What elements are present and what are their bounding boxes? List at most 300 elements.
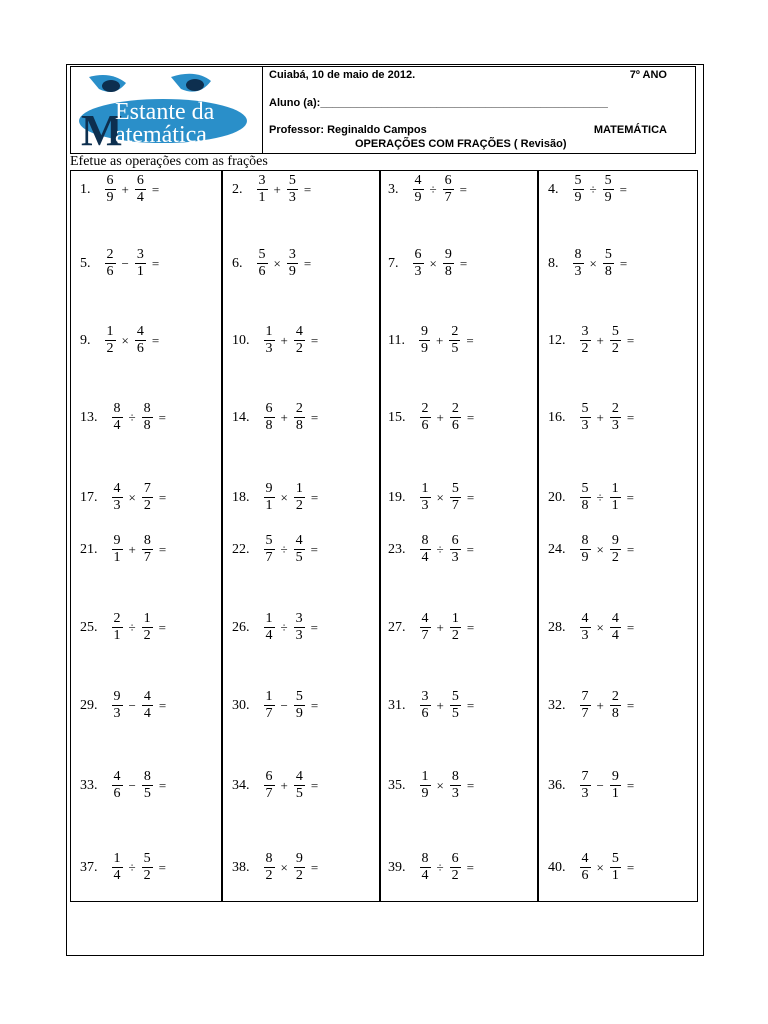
denominator: 7 [143, 550, 151, 565]
denominator: 8 [611, 706, 619, 721]
problem-number: 35. [388, 777, 406, 793]
numerator: 9 [420, 324, 428, 339]
second-fraction [294, 402, 305, 433]
denominator: 9 [106, 190, 114, 205]
denominator: 2 [295, 341, 303, 356]
first-fraction [573, 248, 584, 279]
denominator: 3 [113, 498, 121, 513]
denominator: 1 [611, 868, 619, 883]
date: Cuiabá, 10 de maio de 2012. [269, 69, 416, 81]
equals-sign: = [310, 489, 319, 505]
operator: + [435, 332, 444, 348]
denominator: 1 [265, 498, 273, 513]
numerator: 4 [295, 533, 303, 548]
first-fraction [580, 482, 591, 513]
problem-number: 15. [388, 409, 406, 425]
first-fraction [112, 402, 123, 433]
problem-16 [548, 402, 634, 433]
first-fraction [413, 248, 424, 279]
denominator: 3 [113, 706, 121, 721]
second-fraction [610, 612, 621, 643]
problem-number: 39. [388, 859, 406, 875]
second-fraction [135, 248, 146, 279]
problem-number: 16. [548, 409, 566, 425]
second-fraction [450, 534, 461, 565]
numerator: 2 [611, 689, 619, 704]
denominator: 7 [421, 628, 429, 643]
operator: ÷ [280, 619, 288, 635]
operator: × [596, 619, 604, 635]
equals-sign: = [466, 541, 474, 557]
first-fraction [420, 852, 431, 883]
second-fraction [450, 482, 461, 513]
denominator: 6 [421, 706, 429, 721]
operator: ÷ [280, 541, 288, 557]
problem-number: 13. [80, 409, 98, 425]
denominator: 9 [420, 341, 428, 356]
numerator: 6 [265, 769, 273, 784]
denominator: 9 [581, 550, 589, 565]
operator: ÷ [436, 859, 444, 875]
first-fraction [580, 690, 591, 721]
header-info [269, 67, 695, 153]
problem-number: 33. [80, 777, 98, 793]
denominator: 2 [143, 628, 151, 643]
numerator: 3 [136, 247, 144, 262]
numerator: 1 [451, 611, 459, 626]
equals-sign: = [626, 697, 635, 713]
problem-number: 20. [548, 489, 566, 505]
problem-14 [232, 402, 318, 433]
numerator: 5 [574, 173, 582, 188]
worksheet-title: OPERAÇÕES COM FRAÇÕES ( Revisão) [355, 138, 567, 150]
svg-text:Estante da: Estante da [115, 99, 215, 125]
instructions: Efetue as operações com as frações [70, 154, 268, 169]
problem-number: 4. [548, 181, 559, 197]
denominator: 3 [581, 786, 589, 801]
numerator: 3 [581, 324, 589, 339]
problem-number: 34. [232, 777, 250, 793]
operator: × [128, 489, 136, 505]
problem-3 [388, 174, 467, 205]
numerator: 2 [451, 401, 459, 416]
equals-sign: = [310, 777, 319, 793]
operator: + [273, 181, 281, 197]
numerator: 1 [265, 689, 273, 704]
problem-1 [80, 174, 159, 205]
problem-number: 12. [548, 332, 566, 348]
numerator: 5 [265, 533, 273, 548]
problem-2 [232, 174, 311, 205]
second-fraction [142, 690, 153, 721]
equals-sign: = [466, 332, 474, 348]
second-fraction [294, 482, 305, 513]
numerator: 5 [611, 851, 619, 866]
denominator: 2 [295, 868, 303, 883]
denominator: 3 [611, 418, 619, 433]
operator: × [589, 255, 597, 271]
first-fraction [264, 690, 275, 721]
numerator: 6 [451, 851, 459, 866]
first-fraction [420, 770, 431, 801]
numerator: 4 [611, 611, 619, 626]
equals-sign: = [310, 697, 319, 713]
first-fraction [264, 402, 275, 433]
equals-sign: = [151, 332, 160, 348]
problem-8 [548, 248, 627, 279]
equals-sign: = [626, 409, 635, 425]
operator: + [596, 332, 604, 348]
numerator: 6 [444, 173, 452, 188]
operator: − [121, 255, 129, 271]
problem-4 [548, 174, 627, 205]
numerator: 4 [295, 769, 303, 784]
denominator: 2 [143, 868, 151, 883]
denominator: 4 [421, 868, 429, 883]
problem-10 [232, 325, 318, 356]
numerator: 7 [581, 689, 589, 704]
worksheet-header [70, 66, 696, 154]
numerator: 2 [113, 611, 121, 626]
numerator: 2 [421, 401, 429, 416]
second-fraction [610, 852, 621, 883]
numerator: 4 [113, 769, 121, 784]
numerator: 8 [113, 401, 121, 416]
problem-34 [232, 770, 318, 801]
first-fraction [264, 770, 275, 801]
numerator: 9 [611, 533, 619, 548]
denominator: 7 [451, 498, 459, 513]
numerator: 3 [295, 611, 303, 626]
numerator: 5 [451, 689, 459, 704]
denominator: 2 [295, 498, 303, 513]
numerator: 3 [421, 689, 429, 704]
numerator: 5 [295, 689, 303, 704]
numerator: 2 [611, 401, 619, 416]
numerator: 6 [414, 247, 422, 262]
numerator: 4 [414, 173, 422, 188]
numerator: 6 [451, 533, 459, 548]
equals-sign: = [459, 181, 467, 197]
equals-sign: = [466, 619, 475, 635]
problem-12 [548, 325, 634, 356]
denominator: 8 [444, 264, 452, 279]
denominator: 4 [136, 190, 144, 205]
problem-23 [388, 534, 474, 565]
operator: + [128, 541, 136, 557]
logo-graphic [71, 67, 261, 153]
operator: ÷ [596, 489, 604, 505]
problem-number: 7. [388, 255, 399, 271]
numerator: 1 [421, 481, 429, 496]
second-fraction [450, 852, 461, 883]
equals-sign: = [310, 332, 319, 348]
equals-sign: = [619, 255, 628, 271]
second-fraction [603, 248, 614, 279]
equals-sign: = [626, 859, 635, 875]
second-fraction [450, 402, 461, 433]
second-fraction [287, 248, 298, 279]
second-fraction [443, 248, 454, 279]
numerator: 1 [421, 769, 429, 784]
second-fraction [450, 770, 461, 801]
operator: × [429, 255, 437, 271]
operator: + [280, 332, 288, 348]
equals-sign: = [466, 859, 474, 875]
problem-7 [388, 248, 467, 279]
operator: × [596, 859, 604, 875]
operator: ÷ [429, 181, 437, 197]
denominator: 2 [581, 341, 589, 356]
problem-29 [80, 690, 166, 721]
first-fraction [112, 612, 123, 643]
denominator: 5 [451, 341, 459, 356]
denominator: 4 [265, 628, 273, 643]
equals-sign: = [151, 181, 160, 197]
second-fraction [610, 402, 621, 433]
denominator: 4 [611, 628, 619, 643]
numerator: 4 [581, 851, 589, 866]
second-fraction [294, 612, 305, 643]
svg-text:atemática: atemática [115, 122, 207, 148]
operator: × [273, 255, 281, 271]
first-fraction [112, 690, 123, 721]
problem-number: 40. [548, 859, 566, 875]
numerator: 6 [106, 173, 114, 188]
equals-sign: = [466, 777, 475, 793]
problem-18 [232, 482, 318, 513]
first-fraction [580, 534, 591, 565]
equals-sign: = [158, 859, 166, 875]
denominator: 2 [143, 498, 151, 513]
problem-number: 21. [80, 541, 98, 557]
second-fraction [610, 325, 621, 356]
problem-number: 8. [548, 255, 559, 271]
problem-13 [80, 402, 166, 433]
second-fraction [294, 325, 305, 356]
denominator: 7 [581, 706, 589, 721]
svg-text:M: M [81, 106, 123, 153]
numerator: 2 [295, 401, 303, 416]
problem-31 [388, 690, 474, 721]
numerator: 8 [451, 769, 459, 784]
problem-17 [80, 482, 166, 513]
second-fraction [142, 482, 153, 513]
numerator: 8 [581, 533, 589, 548]
operator: − [596, 777, 604, 793]
numerator: 8 [143, 401, 151, 416]
first-fraction [264, 852, 275, 883]
problem-27 [388, 612, 474, 643]
grade: 7º ANO [629, 69, 667, 81]
problem-21 [80, 534, 166, 565]
second-fraction [142, 770, 153, 801]
equals-sign: = [466, 409, 475, 425]
operator: ÷ [128, 619, 136, 635]
problem-number: 9. [80, 332, 91, 348]
denominator: 1 [136, 264, 144, 279]
problem-number: 31. [388, 697, 406, 713]
first-fraction [420, 612, 431, 643]
denominator: 9 [295, 706, 303, 721]
numerator: 7 [143, 481, 151, 496]
problem-number: 24. [548, 541, 566, 557]
denominator: 9 [421, 786, 429, 801]
denominator: 4 [113, 868, 121, 883]
second-fraction [443, 174, 454, 205]
numerator: 4 [143, 689, 151, 704]
numerator: 5 [604, 173, 612, 188]
problem-number: 5. [80, 255, 91, 271]
problem-number: 19. [388, 489, 406, 505]
numerator: 1 [611, 481, 619, 496]
denominator: 4 [421, 550, 429, 565]
first-fraction [413, 174, 424, 205]
problem-9 [80, 325, 159, 356]
denominator: 4 [113, 418, 121, 433]
problem-number: 37. [80, 859, 98, 875]
second-fraction [142, 612, 153, 643]
first-fraction [112, 534, 123, 565]
denominator: 7 [265, 706, 273, 721]
problem-number: 25. [80, 619, 98, 635]
first-fraction [112, 482, 123, 513]
denominator: 5 [451, 706, 459, 721]
numerator: 1 [265, 611, 273, 626]
operator: × [596, 541, 604, 557]
first-fraction [420, 402, 431, 433]
numerator: 8 [574, 247, 582, 262]
problem-38 [232, 852, 318, 883]
denominator: 9 [574, 190, 582, 205]
denominator: 2 [265, 868, 273, 883]
problem-20 [548, 482, 634, 513]
equals-sign: = [158, 489, 167, 505]
numerator: 5 [258, 247, 266, 262]
problem-40 [548, 852, 634, 883]
denominator: 2 [106, 341, 114, 356]
second-fraction [294, 534, 305, 565]
numerator: 3 [288, 247, 296, 262]
denominator: 3 [421, 498, 429, 513]
operator: + [596, 697, 604, 713]
operator: × [280, 489, 288, 505]
first-fraction [257, 174, 268, 205]
equals-sign: = [310, 859, 319, 875]
denominator: 8 [265, 418, 273, 433]
problem-19 [388, 482, 474, 513]
denominator: 1 [113, 550, 121, 565]
equals-sign: = [310, 619, 318, 635]
first-fraction [580, 402, 591, 433]
logo [71, 67, 263, 153]
denominator: 6 [113, 786, 121, 801]
denominator: 9 [288, 264, 296, 279]
denominator: 9 [414, 190, 422, 205]
numerator: 2 [451, 324, 459, 339]
equals-sign: = [459, 255, 468, 271]
denominator: 7 [265, 550, 273, 565]
denominator: 6 [451, 418, 459, 433]
second-fraction [142, 534, 153, 565]
numerator: 5 [604, 247, 612, 262]
operator: × [121, 332, 129, 348]
second-fraction [294, 770, 305, 801]
problem-number: 26. [232, 619, 250, 635]
denominator: 6 [106, 264, 114, 279]
denominator: 6 [581, 868, 589, 883]
denominator: 8 [143, 418, 151, 433]
second-fraction [142, 852, 153, 883]
first-fraction [257, 248, 268, 279]
first-fraction [105, 248, 116, 279]
denominator: 3 [451, 550, 459, 565]
denominator: 8 [581, 498, 589, 513]
operator: + [596, 409, 604, 425]
numerator: 8 [143, 769, 151, 784]
numerator: 3 [258, 173, 266, 188]
problem-26 [232, 612, 318, 643]
teacher: Professor: Reginaldo Campos [269, 124, 427, 136]
problem-11 [388, 325, 474, 356]
second-fraction [135, 325, 146, 356]
problem-number: 10. [232, 332, 250, 348]
problem-number: 29. [80, 697, 98, 713]
numerator: 4 [113, 481, 121, 496]
problem-36 [548, 770, 634, 801]
numerator: 9 [295, 851, 303, 866]
numerator: 8 [143, 533, 151, 548]
problem-number: 18. [232, 489, 250, 505]
denominator: 1 [258, 190, 266, 205]
numerator: 6 [265, 401, 273, 416]
denominator: 5 [295, 550, 303, 565]
numerator: 1 [295, 481, 303, 496]
student-field[interactable]: Aluno (a):_______________________________________________ [269, 97, 608, 109]
first-fraction [573, 174, 584, 205]
denominator: 2 [611, 550, 619, 565]
denominator: 5 [143, 786, 151, 801]
first-fraction [420, 482, 431, 513]
second-fraction [449, 325, 460, 356]
numerator: 9 [444, 247, 452, 262]
equals-sign: = [158, 697, 167, 713]
operator: ÷ [589, 181, 597, 197]
numerator: 9 [113, 533, 121, 548]
numerator: 8 [421, 533, 429, 548]
problem-number: 32. [548, 697, 566, 713]
numerator: 1 [113, 851, 121, 866]
equals-sign: = [151, 255, 160, 271]
denominator: 3 [288, 190, 296, 205]
numerator: 2 [106, 247, 114, 262]
problem-5 [80, 248, 159, 279]
second-fraction [610, 690, 621, 721]
denominator: 8 [295, 418, 303, 433]
operator: − [128, 777, 136, 793]
denominator: 3 [265, 341, 273, 356]
problem-37 [80, 852, 166, 883]
problem-number: 2. [232, 181, 243, 197]
problem-number: 27. [388, 619, 406, 635]
equals-sign: = [310, 541, 318, 557]
denominator: 3 [581, 628, 589, 643]
problem-6 [232, 248, 311, 279]
numerator: 9 [265, 481, 273, 496]
exercise-grid [70, 170, 698, 902]
numerator: 5 [288, 173, 296, 188]
operator: × [436, 489, 444, 505]
